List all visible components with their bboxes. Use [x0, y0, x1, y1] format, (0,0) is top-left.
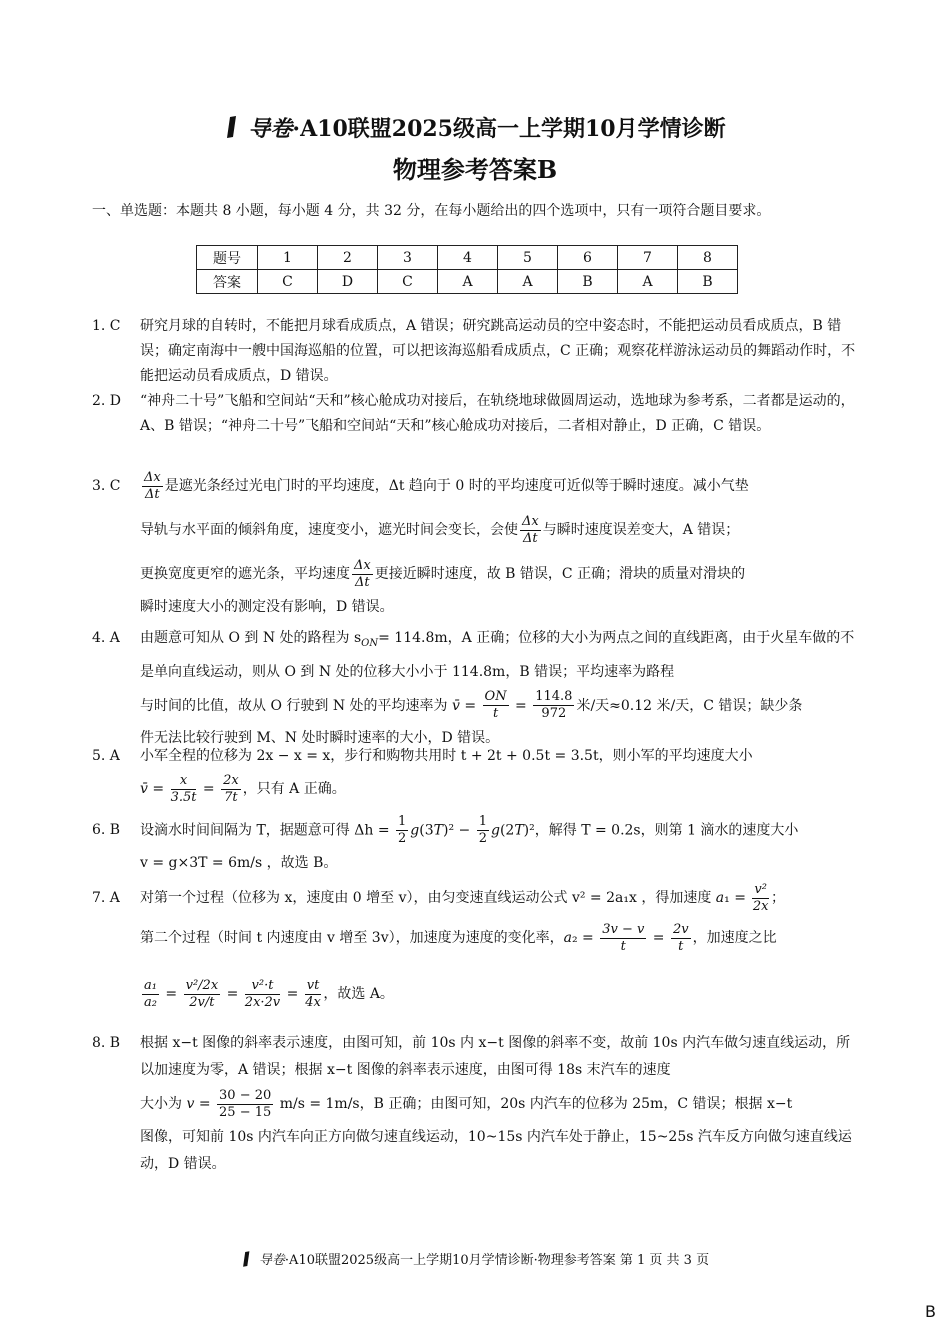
header-subtitle: 物理参考答案B — [392, 155, 558, 184]
table-cell: B — [558, 270, 618, 294]
text-span: ，加速度之比 — [692, 930, 777, 946]
table-cell: 5 — [498, 246, 558, 270]
logo-icon — [224, 115, 244, 145]
question-number: 2. D — [92, 393, 122, 409]
question-text: 小军全程的位移为 2x − x = x，步行和购物共用时 t + 2t + 0.5t = 3.5t，则小军的平均速度大小 v̄ = $\frac{x}{3.5t}$ = $\frac{2x}{7t}$ ，只有 A 正确。 — [140, 744, 862, 809]
fraction: $\frac{1}{2}$ — [478, 814, 487, 846]
table-cell: D — [318, 270, 378, 294]
text-span: ，只有 A 正确。 — [242, 781, 346, 797]
text-span: 根据 x−t 图像的斜率表示速度，由图可知，前 10s 内 x−t 图像的斜率不变，故前 10s 内汽车做匀速直线运动，所以加速度为零，A 错误；根据 x−t 图像的斜率表示速度，由图可得 18s 末汽车的速度 — [140, 1035, 851, 1078]
table-cell: A — [438, 270, 498, 294]
text-span: = 114.8m，A 正确；位移的大小为两点之间的直线距离，由于火星车做的不是单向直线运动，则从 O 到 N 处的位移大小小于 114.8m，B 错误；平均速率为路程 — [140, 630, 855, 680]
text-span: 与时间的比值，故从 O 行驶到 N 处的平均速率为 — [140, 697, 448, 714]
footer-text: ·A10联盟2025级高一上学期10月学情诊断·物理参考答案 第 1 页 共 3 页 — [284, 1253, 710, 1268]
question-number: 7. A — [92, 890, 120, 906]
text-line: 瞬时速度大小的测定没有影响，D 错误。 — [140, 599, 394, 615]
table-cell: 1 — [258, 246, 318, 270]
question-number: 6. B — [92, 822, 121, 838]
question-text: “神舟二十号”飞船和空间站“天和”核心舱成功对接后，在轨绕地球做圆周运动，选地球为参考系，二者都是运动的，A、B 错误；“神舟二十号”飞船和空间站“天和”核心舱成功对接后，二者相对静止，D 正确，C 错误。 — [140, 393, 855, 434]
table-header-cell: 答案 — [197, 270, 258, 294]
header-title: 导卷·A10联盟2025级高一上学期10月学情诊断 — [0, 112, 950, 145]
text-line: v = g×3T = 6m/s ，故选 B。 — [140, 855, 338, 871]
fraction: $\frac{\text{v²/2x}}{2v/t}$ — [185, 977, 219, 1010]
question-number: 5. A — [92, 748, 120, 764]
text-span: 第二个过程（时间 t 内速度由 v 增至 3v），加速度为速度的变化率， — [140, 930, 564, 946]
title-text: A10联盟2025级高一上学期10月学情诊断 — [300, 116, 726, 142]
table-cell: 8 — [678, 246, 738, 270]
fraction: $\frac{\Delta x}{\Delta t}$ — [144, 469, 161, 502]
table-cell: 7 — [618, 246, 678, 270]
question-number: 1. C — [92, 318, 121, 334]
table-header-cell: 题号 — [197, 246, 258, 270]
text-span: ，解得 T = 0.2s，则第 1 滴水的速度大小 — [534, 822, 799, 839]
question-text: 由题意可知从 O 到 N 处的路程为 $s_{ON}= 114.8m$，A 正确；位移的大小为两点之间的直线距离，由于火星车做的不是单向直线运动，则从 O 到 N 处的位移大小小于 114.8m，B 错误；平均速率为路程 与时间的比值，故从 O 行驶到 N 处的平均速率为 v̄ = $\frac{ON}{t}$ = $\frac{114.8}{972}$ 米/天≈0.12 米/天，C 错误；缺少条 件无法比较行驶到 M、N 处时瞬时速率的大小，D 错误。 — [140, 624, 862, 750]
answer-table — [196, 245, 738, 294]
fraction: $\frac{vt}{4x}$ — [305, 977, 321, 1010]
question-number: 3. C — [92, 478, 121, 494]
fraction: $\frac{1}{2}$ — [398, 814, 407, 846]
fraction: $\frac{x}{3.5t}$ — [170, 772, 197, 805]
question-text: 设滴水时间间隔为 T，据题意可得 Δh = $\frac{1}{2}$ g(3T)² − $\frac{1}{2}$ g(2T)²，解得 T = 0.2s，则第 1 滴水的速度大小 v = g×3T = 6m/s ，故选 B。 — [140, 814, 862, 879]
page-footer — [0, 1249, 950, 1272]
text-span: 大小为 — [140, 1096, 182, 1112]
question-text: 研究月球的自转时，不能把月球看成质点，A 错误；研究跳高运动员的空中姿态时，不能把运动员看成质点，B 错误；确定南海中一艘中国海巡船的位置，可以把该海巡船看成质点，C 正确；观察花样游泳运动员的舞蹈动作时，不能把运动员看成质点，D 错误。 — [140, 318, 856, 384]
text-span: 与瞬时速度误差变大，A 错误； — [542, 522, 740, 538]
text-line: 图像，可知前 10s 内汽车向正方向做匀速直线运动，10~15s 内汽车处于静止，15~25s 汽车反方向做匀速直线运动，D 错误。 — [140, 1129, 852, 1172]
text-span: 导轨与水平面的倾斜角度，速度变小，遮光时间会变长，会使 — [140, 522, 518, 538]
fraction: $\frac{114.8}{972}$ — [535, 689, 573, 722]
text-span: 米/天≈0.12 米/天，C 错误；缺少条 — [576, 697, 803, 714]
text-line: 件无法比较行驶到 M、N 处时瞬时速率的大小，D 错误。 — [140, 729, 500, 746]
question-6 — [92, 814, 862, 879]
text-span: 是遮光条经过光电门时的平均速度，Δt 趋向于 0 时的平均速度可近似等于瞬时速度。减小气垫 — [164, 478, 749, 494]
text-span: 设滴水时间间隔为 T，据题意可得 — [140, 822, 350, 839]
section-heading: 一、单选题：本题共 8 小题，每小题 4 分，共 32 分，在每小题给出的四个选项中，只有一项符合题目要求。 — [92, 203, 771, 219]
text-span: 更接近瞬时速度，故 B 错误，C 正确；滑块的质量对滑块的 — [374, 566, 746, 582]
fraction: $\frac{ON}{t}$ — [484, 689, 507, 722]
corner-label: B — [925, 1302, 936, 1321]
table-cell: 2 — [318, 246, 378, 270]
text-span: 对第一个过程（位移为 x，速度由 0 增至 v），由匀变速直线运动公式 v² = 2a₁x ，得加速度 — [140, 890, 712, 906]
table-row — [197, 270, 738, 294]
logo-icon — [241, 1250, 255, 1272]
question-8 — [92, 1030, 862, 1178]
table-cell: 3 — [378, 246, 438, 270]
question-number: 4. A — [92, 630, 120, 646]
question-text — [140, 464, 862, 618]
text-span: 更换宽度更窄的遮光条，平均速度 — [140, 566, 350, 582]
fraction: $\frac{2x}{7t}$ — [223, 772, 239, 805]
question-2 — [92, 389, 862, 439]
fraction: $\frac{\text{a₁}}{\text{a₂}}$ — [144, 977, 157, 1010]
table-cell: C — [378, 270, 438, 294]
table-cell: A — [498, 270, 558, 294]
table-cell: 4 — [438, 246, 498, 270]
logo-text: 导卷 — [248, 116, 293, 142]
fraction: $\frac{\Delta x}{\Delta t}$ — [522, 513, 539, 546]
question-3 — [92, 464, 862, 618]
question-text: 根据 x−t 图像的斜率表示速度，由图可知，前 10s 内 x−t 图像的斜率不变，故前 10s 内汽车做匀速直线运动，所以加速度为零，A 错误；根据 x−t 图像的斜率表示速度，由图可得 18s 末汽车的速度 大小为 v = $\frac{30 - 20}{25 - 15}$ m/s = 1m/s，B 正确；由图可知，20s 内汽车的位移为 25m，C 错误；根据 x−t 图像，可知前 10s 内汽车向正方向做匀速直线运动，10~15s 内汽车处于静止，15~25s 汽车反方向做匀速直线运动，D 错误。 — [140, 1030, 862, 1178]
question-5 — [92, 744, 862, 809]
table-cell: B — [678, 270, 738, 294]
table-cell: 6 — [558, 246, 618, 270]
text-span: ，故选 A。 — [323, 986, 394, 1002]
question-7 — [92, 878, 862, 1030]
text-span: ，B 正确；由图可知，20s 内汽车的位移为 25m，C 错误；根据 x−t — [359, 1096, 793, 1112]
fraction: $\frac{\text{v²}}{2x}$ — [752, 881, 769, 914]
fraction: $\frac{3v - v}{t}$ — [602, 921, 645, 954]
fraction: $\frac{30 - 20}{25 - 15}$ — [219, 1087, 272, 1120]
fraction: $\frac{\Delta x}{\Delta t}$ — [354, 557, 371, 590]
table-row — [197, 246, 738, 270]
fraction: $\frac{2v}{t}$ — [672, 921, 689, 954]
fraction: $\frac{\text{v²·t}}{2x\cdot 2v}$ — [244, 977, 281, 1010]
table-cell: A — [618, 270, 678, 294]
text-span: 由题意可知从 O 到 N 处的路程为 s — [140, 630, 362, 646]
table-cell: C — [258, 270, 318, 294]
text-line: 小军全程的位移为 2x − x = x，步行和购物共用时 t + 2t + 0.5t = 3.5t，则小军的平均速度大小 — [140, 748, 753, 764]
logo-text: 导卷 — [258, 1253, 285, 1268]
question-1 — [92, 314, 862, 389]
question-number: 8. B — [92, 1035, 121, 1051]
question-text: 对第一个过程（位移为 x，速度由 0 增至 v），由匀变速直线运动公式 v² = 2a₁x ，得加速度 a₁ = $\frac{\text{v²}}{2x}$ ； 第二个过程（时间 t 内速度由 v 增至 3v），加速度为速度的变化率，a₂ = $\frac{3v - v}{t}$ = $\frac{2v}{t}$ ，加速度之比 $\frac{\text{a₁}}{\text{a₂}}$ = $\frac{\text{v²/2x}}{2v/t}$ = $\frac{\text{v²·t}}{2x\cdot 2v}$ = $\frac{vt}{4x}$ ，故选 A。 — [140, 881, 785, 1010]
question-4 — [92, 624, 862, 750]
